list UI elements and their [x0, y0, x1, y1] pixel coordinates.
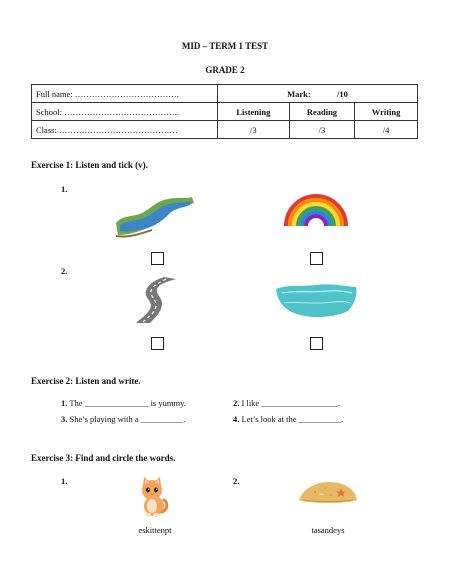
- kitten-image: [136, 476, 170, 518]
- tick-box-sea[interactable]: [310, 337, 323, 350]
- mark-label: Mark:: [287, 88, 311, 99]
- road-image: [130, 275, 180, 325]
- tick-box-road[interactable]: [151, 337, 164, 350]
- letters-kitten[interactable]: eskittenpt: [138, 525, 172, 535]
- full-name-field[interactable]: Full name: ……………………………….: [32, 85, 218, 103]
- mark-total: /10: [336, 88, 348, 99]
- sentence-2-text[interactable]: I like __________________.: [241, 398, 340, 408]
- exercise3-item2-number: 2.: [233, 476, 240, 486]
- class-field[interactable]: Class: ……………………………………: [32, 121, 218, 139]
- exercise1-heading: Exercise 1: Listen and tick (v).: [31, 160, 148, 170]
- sentence-4-text[interactable]: Let’s look at the __________.: [241, 414, 344, 424]
- score-writing: /4: [355, 121, 418, 139]
- sentence-1-text[interactable]: The _______________ is yummy.: [69, 398, 186, 408]
- grade-label: GRADE 2: [205, 65, 245, 75]
- sentence-3-text[interactable]: She’s playing with a __________.: [69, 414, 186, 424]
- sentence-2: [233, 398, 340, 408]
- school-field[interactable]: School: …………………………………..: [32, 103, 218, 121]
- river-image: [112, 193, 196, 239]
- exercise3-item1-number: 1.: [61, 476, 68, 486]
- tick-box-rainbow[interactable]: [310, 252, 323, 265]
- tick-box-river[interactable]: [151, 252, 164, 265]
- exercise1-item2-number: 2.: [61, 266, 68, 276]
- exercise1-item1-number: 1.: [61, 184, 68, 194]
- mark-cell: [218, 85, 418, 103]
- sand-image: [297, 478, 359, 506]
- score-reading: /3: [289, 121, 354, 139]
- rainbow-image: [283, 192, 349, 228]
- sentence-2-number: 2.: [233, 398, 240, 408]
- student-info-table: [31, 84, 418, 139]
- score-listening: /3: [218, 121, 290, 139]
- sentence-3: [61, 414, 185, 424]
- letters-sand[interactable]: tasandeys: [311, 525, 345, 535]
- skill-writing: Writing: [355, 103, 418, 121]
- sea-image: [272, 281, 360, 321]
- sentence-4: [233, 414, 343, 424]
- exercise2-heading: Exercise 2: Listen and write.: [31, 376, 141, 386]
- sentence-4-number: 4.: [233, 414, 240, 424]
- skill-reading: Reading: [289, 103, 354, 121]
- sentence-1: [61, 398, 186, 408]
- sentence-1-number: 1.: [61, 398, 68, 408]
- skill-listening: Listening: [218, 103, 290, 121]
- sentence-3-number: 3.: [61, 414, 68, 424]
- test-title: MID – TERM 1 TEST: [181, 41, 269, 51]
- exercise3-heading: Exercise 3: Find and circle the words.: [31, 453, 176, 463]
